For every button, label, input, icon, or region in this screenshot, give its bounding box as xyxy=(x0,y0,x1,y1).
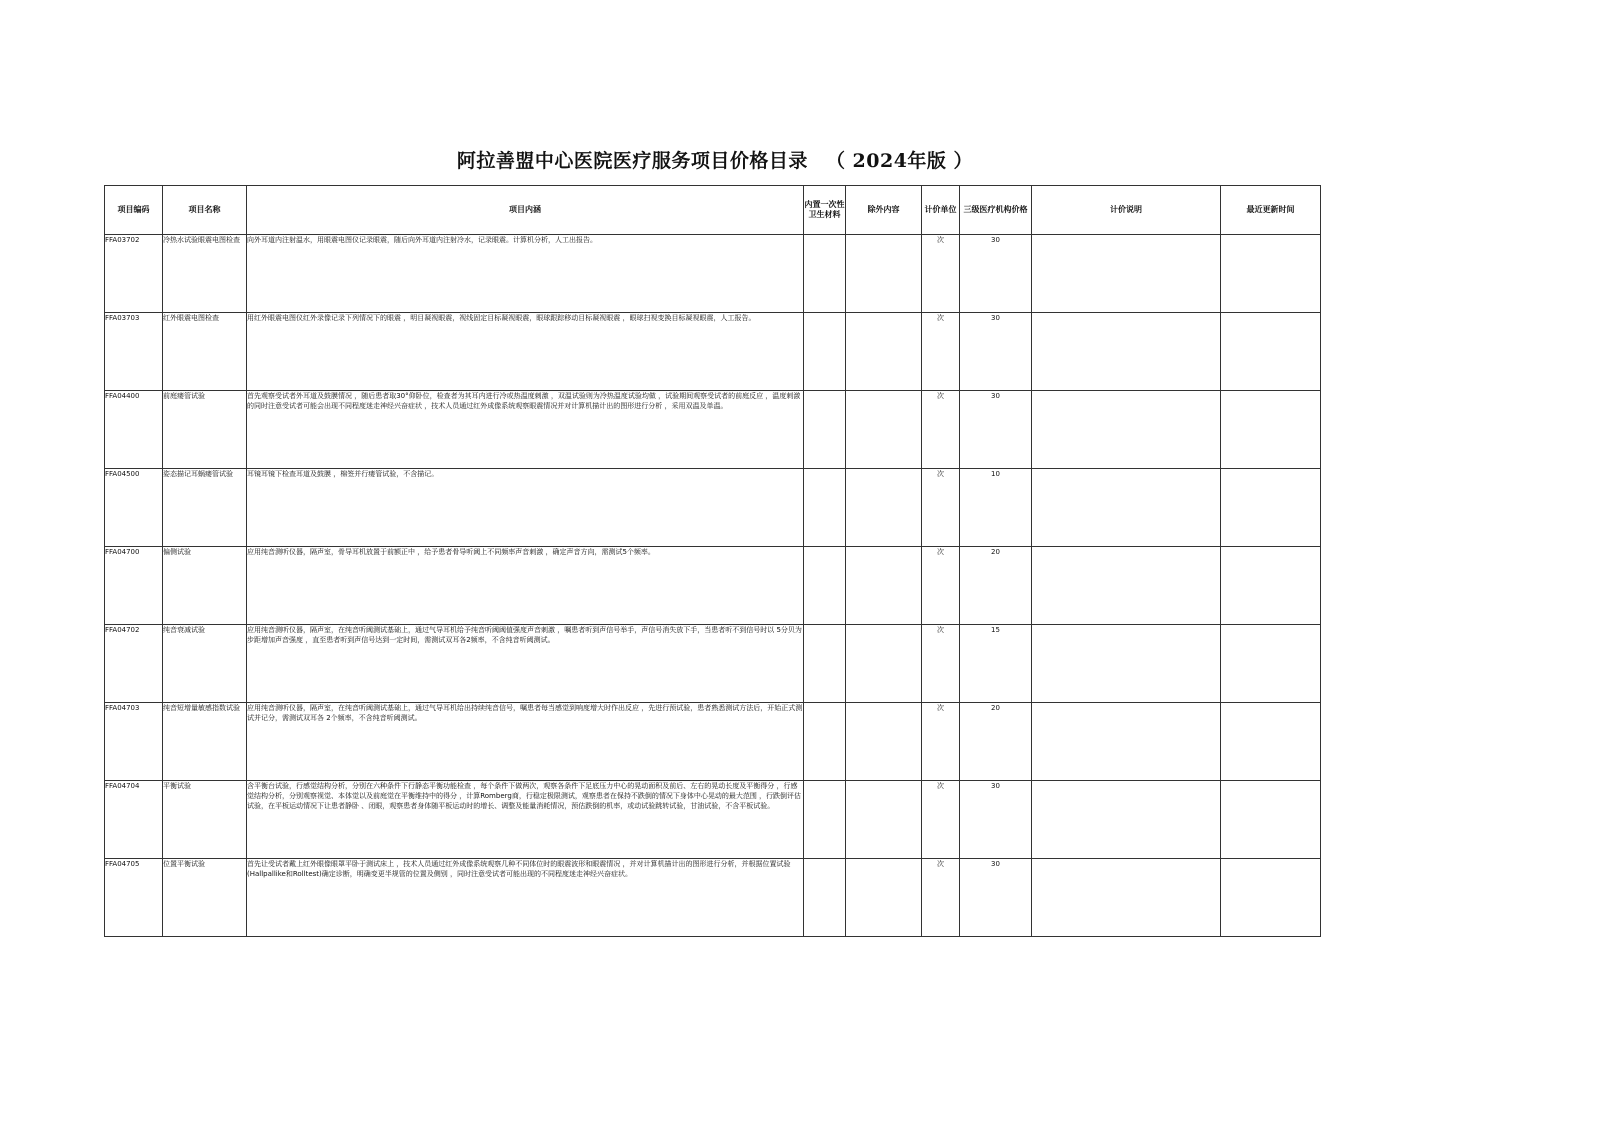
cell-name: 红外眼震电图检查 xyxy=(163,313,247,391)
cell-unit: 次 xyxy=(922,313,960,391)
page-title xyxy=(0,146,1430,173)
cell-exclusions xyxy=(846,781,922,859)
cell-unit: 次 xyxy=(922,859,960,937)
cell-note xyxy=(1032,313,1221,391)
cell-name: 冷热水试验眼震电图检查 xyxy=(163,235,247,313)
cell-content: 应用纯音测听仪器，隔声室，骨导耳机放置于前额正中 ，给予患者骨导听阈上不同频率声音刺激 ，确定声音方向，需测试5个频率。 xyxy=(247,547,804,625)
cell-name: 姿态描记耳蜗瘘管试验 xyxy=(163,469,247,547)
cell-exclusions xyxy=(846,703,922,781)
cell-unit: 次 xyxy=(922,391,960,469)
cell-consumables xyxy=(804,859,846,937)
cell-price: 30 xyxy=(960,235,1032,313)
cell-name: 前庭瘘管试验 xyxy=(163,391,247,469)
cell-code: FFA04500 xyxy=(105,469,163,547)
cell-content: 应用纯音测听仪器，隔声室，在纯音听阈测试基础上，通过气导耳机给予纯音听阈阈值强度声音刺激 ，嘱患者听到声信号举手，声信号消失放下手，当患者听不到信号时以 5分贝为步距增加声音强度 ，直至患者听到声信号达到一定时间，需测试双耳各2频率，不含纯音听阈测试。 xyxy=(247,625,804,703)
cell-note xyxy=(1032,625,1221,703)
cell-content: 耳镜耳镜下检查耳道及鼓膜 ，棉签并行瘘管试验，不含描记。 xyxy=(247,469,804,547)
cell-updated xyxy=(1221,859,1321,937)
cell-updated xyxy=(1221,313,1321,391)
cell-price: 20 xyxy=(960,547,1032,625)
table-row xyxy=(105,313,1321,391)
cell-price: 30 xyxy=(960,859,1032,937)
header-price: 三级医疗机构价格 xyxy=(960,186,1032,235)
cell-note xyxy=(1032,781,1221,859)
cell-exclusions xyxy=(846,547,922,625)
header-note: 计价说明 xyxy=(1032,186,1221,235)
cell-updated xyxy=(1221,391,1321,469)
cell-code: FFA04704 xyxy=(105,781,163,859)
cell-price: 30 xyxy=(960,313,1032,391)
cell-exclusions xyxy=(846,859,922,937)
cell-exclusions xyxy=(846,313,922,391)
cell-exclusions xyxy=(846,469,922,547)
cell-updated xyxy=(1221,469,1321,547)
cell-consumables xyxy=(804,781,846,859)
header-updated: 最近更新时间 xyxy=(1221,186,1321,235)
cell-note xyxy=(1032,235,1221,313)
cell-consumables xyxy=(804,391,846,469)
header-row xyxy=(105,186,1321,235)
header-name: 项目名称 xyxy=(163,186,247,235)
cell-consumables xyxy=(804,703,846,781)
cell-unit: 次 xyxy=(922,235,960,313)
cell-name: 平衡试验 xyxy=(163,781,247,859)
cell-code: FFA04700 xyxy=(105,547,163,625)
title-text: 阿拉善盟中心医院医疗服务项目价格目录 xyxy=(456,150,808,172)
cell-price: 30 xyxy=(960,391,1032,469)
cell-unit: 次 xyxy=(922,781,960,859)
cell-note xyxy=(1032,703,1221,781)
cell-exclusions xyxy=(846,235,922,313)
header-exclusions: 除外内容 xyxy=(846,186,922,235)
cell-price: 20 xyxy=(960,703,1032,781)
cell-consumables xyxy=(804,235,846,313)
cell-code: FFA03702 xyxy=(105,235,163,313)
cell-price: 10 xyxy=(960,469,1032,547)
table-row xyxy=(105,547,1321,625)
cell-name: 偏侧试验 xyxy=(163,547,247,625)
cell-note xyxy=(1032,859,1221,937)
cell-updated xyxy=(1221,781,1321,859)
cell-content: 用红外眼震电图仪红外录像记录下列情况下的眼震 ，明目凝视眼震，视线固定目标凝视眼震，眼球跟踪移动目标凝视眼震 ，眼球扫视变换目标凝视眼震，人工报告。 xyxy=(247,313,804,391)
cell-exclusions xyxy=(846,391,922,469)
table-row xyxy=(105,859,1321,937)
table-row xyxy=(105,469,1321,547)
header-content: 项目内涵 xyxy=(247,186,804,235)
header-code: 项目编码 xyxy=(105,186,163,235)
cell-note xyxy=(1032,469,1221,547)
cell-content: 应用纯音测听仪器，隔声室，在纯音听阈测试基础上，通过气导耳机给出持续纯音信号，嘱患者每当感觉到响度增大时作出反应 ，先进行预试验，患者熟悉测试方法后，开始正式测试并记分，需测试双耳各 2个频率，不含纯音听阈测试。 xyxy=(247,703,804,781)
cell-price: 30 xyxy=(960,781,1032,859)
header-unit: 计价单位 xyxy=(922,186,960,235)
cell-exclusions xyxy=(846,625,922,703)
cell-unit: 次 xyxy=(922,547,960,625)
cell-note xyxy=(1032,391,1221,469)
cell-unit: 次 xyxy=(922,703,960,781)
cell-content: 首先观察受试者外耳道及鼓膜情况 ，随后患者取30°仰卧位，检查者为其耳内进行冷或热温度刺激 ，双温试验则为冷热温度试验均做 ，试验期间观察受试者的前庭反应 ，温度刺激的同时注意受试者可能会出现不同程度迷走神经兴奋症状 ，技术人员通过红外成像系统观察眼震情况并对计算机描计出的图形进行分析 ，采用双温及单温。 xyxy=(247,391,804,469)
cell-code: FFA03703 xyxy=(105,313,163,391)
title-year: （ 2024年版 ） xyxy=(825,150,974,172)
cell-content: 含平衡台试验，行感觉结构分析，分别在六种条件下行静态平衡功能检查 ，每个条件下做两次，观察各条件下足底压力中心的晃动面积及前后、左右的晃动长度及平衡得分 ，行感觉结构分析，分别观察视觉、本体觉以及前庭觉在平衡维持中的得分 ，计算Romberg商，行稳定极限测试，观察患者在保持不跌倒的情况下身体中心晃动的最大范围 ，行跌倒评估试验，在平板运动情况下让患者静卧 、闭眼，观察患者身体随平板运动时的增长、调整及能量消耗情况，预估跌倒的机率，或动试验跳转试验，甘油试验，不含平板试验。 xyxy=(247,781,804,859)
cell-unit: 次 xyxy=(922,469,960,547)
table-row xyxy=(105,391,1321,469)
cell-content: 向外耳道内注射温水，用眼震电图仪记录眼震，随后向外耳道内注射冷水，记录眼震。计算机分析，人工出报告。 xyxy=(247,235,804,313)
cell-code: FFA04702 xyxy=(105,625,163,703)
cell-updated xyxy=(1221,703,1321,781)
cell-unit: 次 xyxy=(922,625,960,703)
cell-updated xyxy=(1221,547,1321,625)
cell-consumables xyxy=(804,625,846,703)
cell-code: FFA04705 xyxy=(105,859,163,937)
table-row xyxy=(105,625,1321,703)
table-row xyxy=(105,235,1321,313)
cell-consumables xyxy=(804,313,846,391)
cell-consumables xyxy=(804,469,846,547)
cell-price: 15 xyxy=(960,625,1032,703)
cell-name: 纯音短增量敏感指数试验 xyxy=(163,703,247,781)
table-row xyxy=(105,703,1321,781)
cell-content: 首先让受试者戴上红外眼像眼罩平卧于测试床上 ，技术人员通过红外成像系统观察几种不同体位时的眼震波形和眼震情况 ，并对计算机描计出的图形进行分析，并根据位置试验 (Hallpallike和Rolltest)确定诊断，明确变更半规管的位置及侧别 ，同时注意受试者可能出现的不同程度迷走神经兴奋症状。 xyxy=(247,859,804,937)
table-row xyxy=(105,781,1321,859)
cell-consumables xyxy=(804,547,846,625)
cell-updated xyxy=(1221,235,1321,313)
cell-name: 位置平衡试验 xyxy=(163,859,247,937)
header-consumables: 内置一次性卫生材料 xyxy=(804,186,846,235)
cell-code: FFA04703 xyxy=(105,703,163,781)
price-table xyxy=(104,185,1321,937)
cell-updated xyxy=(1221,625,1321,703)
cell-note xyxy=(1032,547,1221,625)
cell-code: FFA04400 xyxy=(105,391,163,469)
cell-name: 纯音衰减试验 xyxy=(163,625,247,703)
